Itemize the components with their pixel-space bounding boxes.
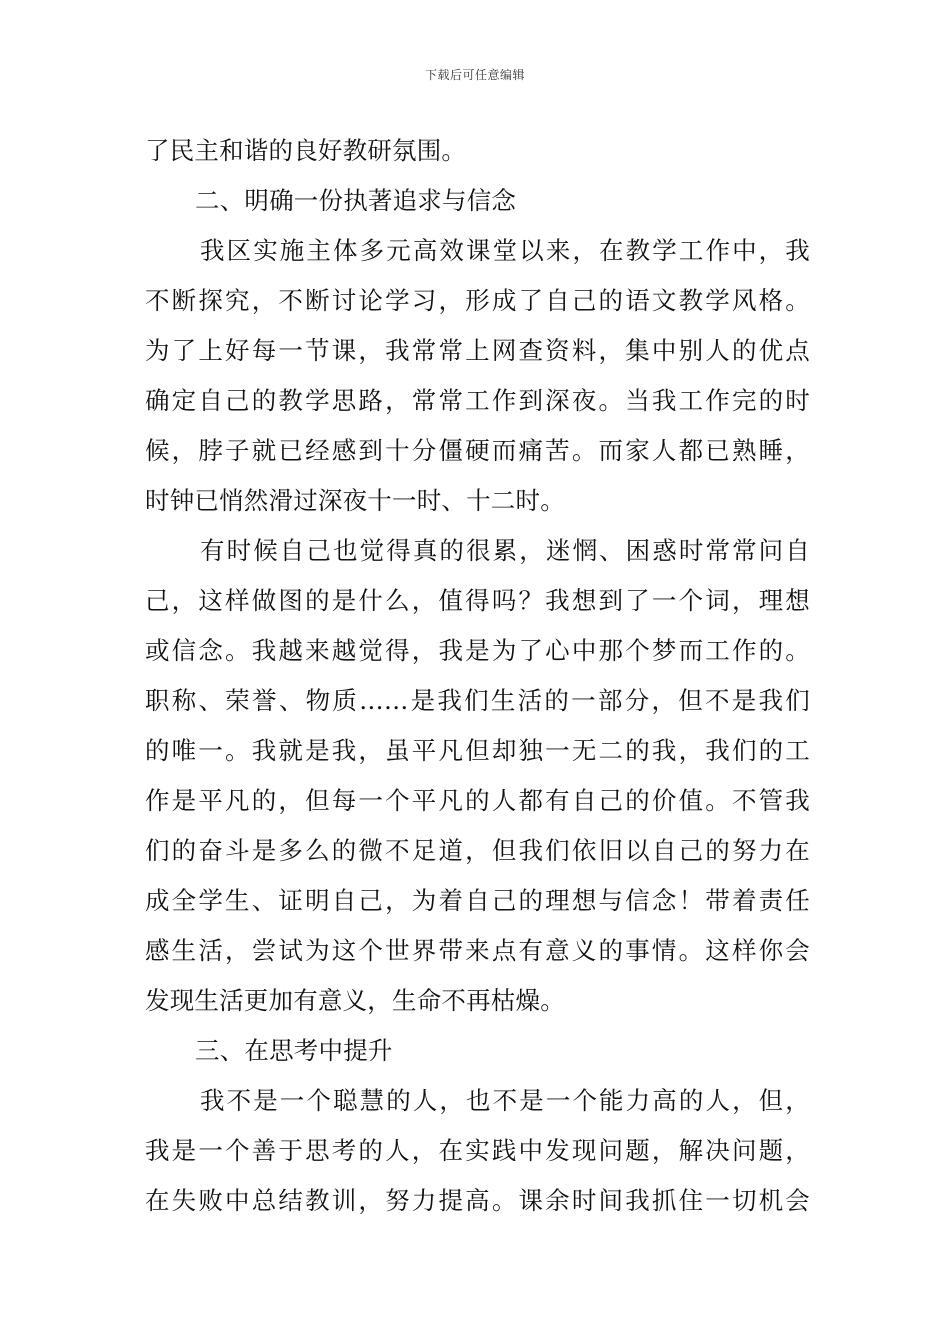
text-line-20: 我不是一个聪慧的人，也不是一个能力高的人，但， <box>200 1086 810 1115</box>
text-line-6: 确定自己的教学思路，常常工作到深夜。当我工作完的时 <box>145 386 810 415</box>
text-line-5: 为了上好每一节课，我常常上网查资料，集中别人的优点 <box>145 336 810 365</box>
text-line-15: 们的奋斗是多么的微不足道，但我们依旧以自己的努力在 <box>145 836 810 865</box>
section-heading-3: 三、在思考中提升 <box>195 1036 393 1065</box>
text-line-10: 己，这样做图的是什么，值得吗？我想到了一个词，理想 <box>145 586 810 615</box>
text-line-18: 发现生活更加有意义，生命不再枯燥。 <box>145 986 565 1015</box>
text-line-12: 职称、荣誉、物质……是我们生活的一部分，但不是我们 <box>145 686 810 715</box>
text-line-16: 成全学生、证明自己，为着自己的理想与信念！带着责任 <box>145 886 810 915</box>
section-heading-2: 二、明确一份执著追求与信念 <box>195 186 517 215</box>
text-line-17: 感生活，尝试为这个世界带来点有意义的事情。这样你会 <box>145 936 810 965</box>
text-line-21: 我是一个善于思考的人，在实践中发现问题，解决问题， <box>145 1136 810 1165</box>
text-line-7: 候，脖子就已经感到十分僵硬而痛苦。而家人都已熟睡， <box>145 436 810 465</box>
document-body <box>145 126 810 1226</box>
text-line-13: 的唯一。我就是我，虽平凡但却独一无二的我，我们的工 <box>145 736 810 765</box>
text-line-8: 时钟已悄然滑过深夜十一时、十二时。 <box>145 486 565 515</box>
text-line-1: 了民主和谐的良好教研氛围。 <box>145 136 467 165</box>
text-line-9: 有时候自己也觉得真的很累，迷惘、困惑时常常问自 <box>200 536 810 565</box>
text-line-3: 我区实施主体多元高效课堂以来，在教学工作中，我 <box>200 236 810 265</box>
text-line-4: 不断探究，不断讨论学习，形成了自己的语文教学风格。 <box>145 286 810 315</box>
text-line-11: 或信念。我越来越觉得，我是为了心中那个梦而工作的。 <box>145 636 810 665</box>
page-header: 下载后可任意编辑 <box>424 68 525 82</box>
text-line-22: 在失败中总结教训，努力提高。课余时间我抓住一切机会 <box>145 1186 810 1215</box>
text-line-14: 作是平凡的，但每一个平凡的人都有自己的价值。不管我 <box>145 786 810 815</box>
